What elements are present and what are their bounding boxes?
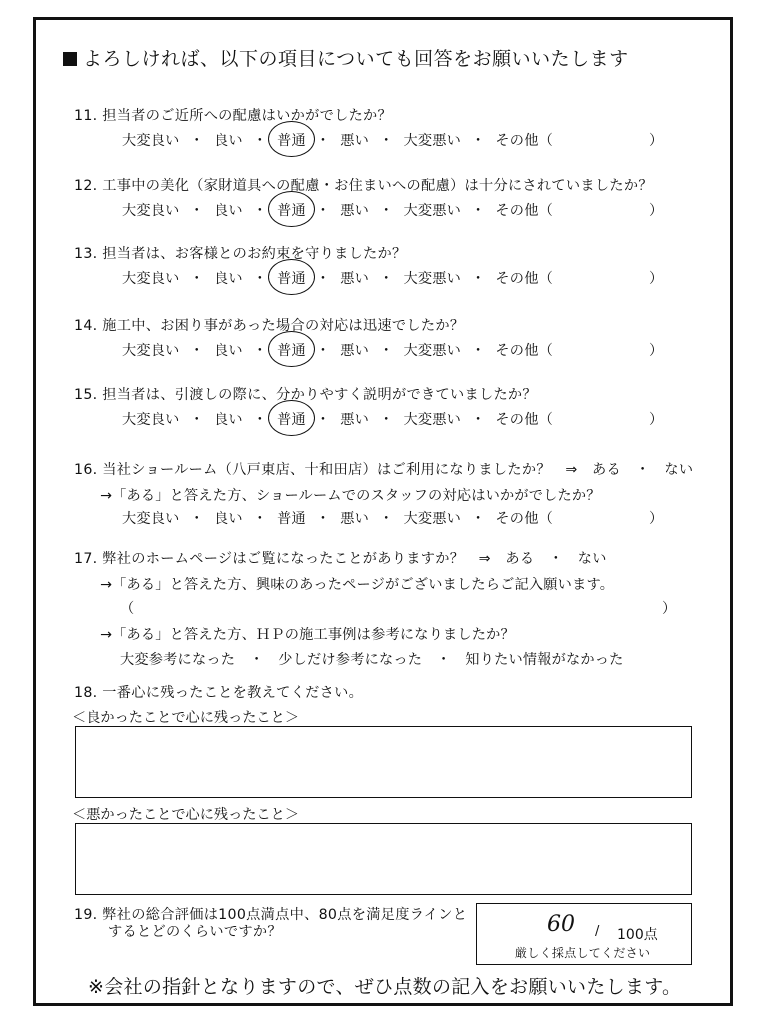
- rating-option[interactable]: 大変良い: [122, 412, 180, 428]
- separator: ・: [471, 203, 486, 219]
- close-paren: ）: [648, 203, 664, 219]
- question-13-options: [122, 268, 663, 288]
- close-paren: ）: [648, 271, 664, 287]
- separator: ・: [252, 203, 268, 219]
- separator: ・: [315, 271, 331, 287]
- rating-option[interactable]: 普通: [277, 268, 306, 288]
- score-note: 厳しく採点してください: [515, 946, 651, 960]
- good-memory-label: ＜良かったことで心に残ったこと＞: [72, 710, 300, 726]
- rating-option[interactable]: 大変悪い: [403, 412, 462, 428]
- separator: ・: [315, 203, 331, 219]
- rating-option[interactable]: 大変良い: [122, 343, 180, 359]
- rating-option[interactable]: 普通: [277, 200, 306, 220]
- separator: ・: [471, 271, 486, 287]
- question-16-options: [122, 508, 663, 528]
- rating-option[interactable]: 大変悪い: [403, 343, 462, 359]
- rating-option[interactable]: 良い: [213, 343, 243, 359]
- close-paren: ）: [662, 601, 677, 617]
- score-max: 100点: [617, 927, 658, 943]
- separator: ・: [471, 511, 486, 527]
- separator: ・: [252, 412, 268, 428]
- question-number: 19.: [74, 907, 98, 923]
- separator: ・: [252, 511, 268, 527]
- separator: ・: [379, 412, 394, 428]
- question-number: 18.: [74, 685, 98, 701]
- rating-option[interactable]: 大変良い: [122, 203, 180, 219]
- separator: ・: [189, 412, 204, 428]
- rating-option[interactable]: 悪い: [340, 511, 370, 527]
- question-text: 弊社の総合評価は100点満点中、80点を満足度ラインと: [102, 907, 468, 923]
- separator: ・: [471, 412, 486, 428]
- question-17: [74, 548, 607, 568]
- question-text: 担当者のご近所への配慮はいかがでしたか？: [102, 108, 393, 124]
- question-11: [74, 105, 392, 125]
- question-16: [74, 459, 693, 479]
- separator: ・: [189, 203, 204, 219]
- good-memory-field[interactable]: [75, 726, 692, 798]
- separator: ・: [189, 343, 204, 359]
- separator: ・: [379, 343, 394, 359]
- square-bullet-icon: [63, 52, 77, 66]
- rating-option[interactable]: 大変悪い: [403, 511, 462, 527]
- question-text: 施工中、お困り事があった場合の対応は迅速でしたか？: [102, 318, 465, 334]
- separator: ・: [471, 343, 486, 359]
- separator: ・: [379, 203, 394, 219]
- question-number: 12.: [74, 178, 98, 194]
- question-text: 担当者は、引渡しの際に、分かりやすく説明ができていましたか？: [102, 387, 537, 403]
- rating-option[interactable]: 悪い: [340, 271, 370, 287]
- separator: ・: [379, 133, 394, 149]
- close-paren: ）: [648, 133, 664, 149]
- question-number: 13.: [74, 246, 98, 262]
- question-17-followup-2: →「ある」と答えた方、ＨＰの施工事例は参考になりましたか？: [100, 627, 515, 643]
- question-text: 弊社のホームページはご覧になったことがありますか？ ⇒ ある ・ ない: [102, 551, 607, 567]
- separator: ・: [252, 343, 268, 359]
- question-14-options: [122, 340, 663, 360]
- rating-option[interactable]: 良い: [213, 412, 243, 428]
- open-paren: （: [120, 601, 135, 617]
- separator: ・: [315, 343, 331, 359]
- close-paren: ）: [648, 343, 664, 359]
- score-value: 60: [547, 912, 575, 937]
- score-box[interactable]: [476, 903, 692, 965]
- separator: ・: [315, 511, 331, 527]
- section-header-text: よろしければ、以下の項目についても回答をお願いいたします: [83, 48, 629, 70]
- question-12: [74, 175, 653, 195]
- question-13: [74, 243, 407, 263]
- question-19-line2: するとどのくらいですか？: [108, 924, 282, 940]
- section-header: [63, 44, 629, 71]
- question-12-options: [122, 200, 663, 220]
- rating-option[interactable]: 大変悪い: [403, 203, 462, 219]
- rating-option[interactable]: 良い: [213, 203, 243, 219]
- question-number: 17.: [74, 551, 98, 567]
- bad-memory-field[interactable]: [75, 823, 692, 895]
- question-11-options: [122, 130, 663, 150]
- bad-memory-label: ＜悪かったことで心に残ったこと＞: [72, 807, 300, 823]
- rating-option[interactable]: 大変良い: [122, 271, 180, 287]
- separator: ・: [252, 271, 268, 287]
- question-text: 工事中の美化（家財道具への配慮・お住まいへの配慮）は十分にされていましたか？: [102, 178, 653, 194]
- rating-option[interactable]: 大変悪い: [403, 271, 462, 287]
- separator: ・: [315, 133, 331, 149]
- close-paren: ）: [648, 412, 664, 428]
- rating-option[interactable]: 普通: [277, 511, 306, 527]
- question-18: [74, 682, 363, 702]
- rating-option[interactable]: 大変良い: [122, 511, 180, 527]
- separator: ・: [315, 412, 331, 428]
- rating-option[interactable]: 悪い: [340, 412, 370, 428]
- question-number: 14.: [74, 318, 98, 334]
- separator: ・: [189, 133, 204, 149]
- separator: ・: [189, 511, 204, 527]
- rating-option[interactable]: 大変良い: [122, 133, 180, 149]
- separator: ・: [379, 511, 394, 527]
- rating-option[interactable]: 悪い: [340, 343, 370, 359]
- rating-option[interactable]: その他（: [495, 343, 553, 359]
- rating-option[interactable]: 大変悪い: [403, 133, 462, 149]
- rating-option[interactable]: 悪い: [340, 133, 370, 149]
- rating-option[interactable]: その他（: [495, 203, 553, 219]
- separator: ・: [379, 271, 394, 287]
- question-17-choices: 大変参考になった ・ 少しだけ参考になった ・ 知りたい情報がなかった: [120, 652, 624, 668]
- separator: ・: [189, 271, 204, 287]
- separator: ・: [471, 133, 486, 149]
- question-text: 当社ショールーム（八戸東店、十和田店）はご利用になりましたか？ ⇒ ある ・ ない: [102, 462, 694, 478]
- question-15-options: [122, 409, 663, 429]
- rating-option[interactable]: 良い: [213, 271, 243, 287]
- rating-option[interactable]: その他（: [495, 271, 553, 287]
- rating-option[interactable]: 良い: [213, 511, 243, 527]
- question-number: 15.: [74, 387, 98, 403]
- question-16-followup: →「ある」と答えた方、ショールームでのスタッフの対応はいかがでしたか？: [100, 488, 601, 504]
- footer-note: ※会社の指針となりますので、ぜひ点数の記入をお願いいたします。: [88, 976, 682, 998]
- rating-option[interactable]: 良い: [213, 133, 243, 149]
- rating-option[interactable]: 普通: [277, 409, 306, 429]
- rating-option[interactable]: 普通: [277, 340, 306, 360]
- question-14: [74, 315, 464, 335]
- close-paren: ）: [648, 511, 664, 527]
- question-17-followup-1: →「ある」と答えた方、興味のあったページがございましたらご記入願います。: [100, 577, 615, 593]
- question-text: 一番心に残ったことを教えてください。: [102, 685, 364, 701]
- question-number: 16.: [74, 462, 98, 478]
- separator: ・: [252, 133, 268, 149]
- question-number: 11.: [74, 108, 98, 124]
- rating-option[interactable]: その他（: [495, 511, 553, 527]
- rating-option[interactable]: 普通: [277, 130, 306, 150]
- question-text: 担当者は、お客様とのお約束を守りましたか？: [102, 246, 407, 262]
- rating-option[interactable]: その他（: [495, 412, 553, 428]
- rating-option[interactable]: その他（: [495, 133, 553, 149]
- question-15: [74, 384, 537, 404]
- score-slash: /: [595, 924, 600, 939]
- rating-option[interactable]: 悪い: [340, 203, 370, 219]
